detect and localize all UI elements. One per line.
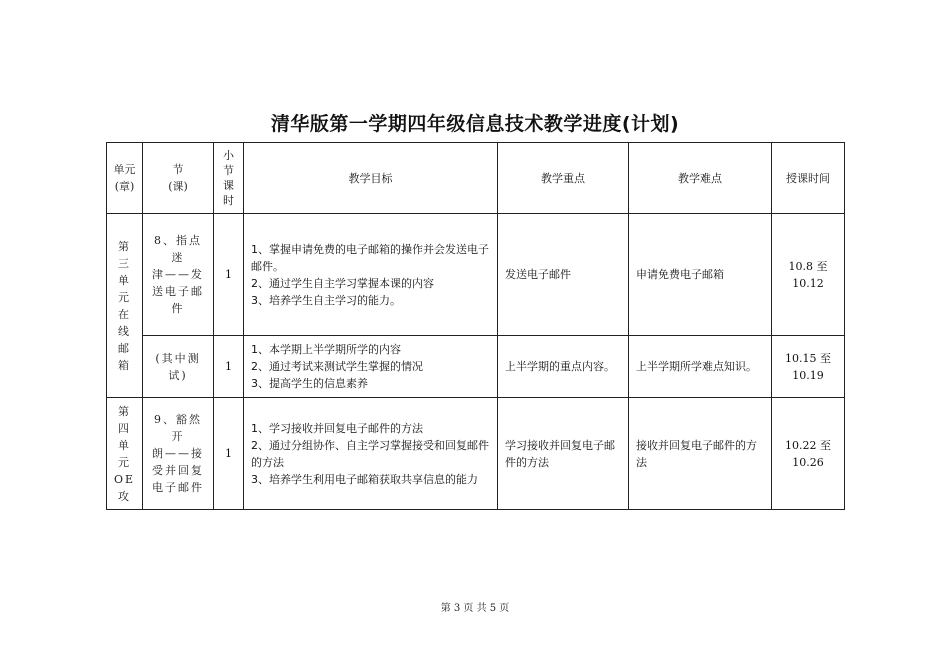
hours-cell bbox=[214, 398, 244, 510]
header-hours-label: 小 节 课 时 bbox=[223, 149, 234, 207]
hours-value: 1 bbox=[225, 447, 232, 460]
header-section-label: 节 (课) bbox=[168, 163, 188, 193]
section-name: (其中测 试) bbox=[155, 351, 201, 382]
page-title: 清华版第一学期四年级信息技术教学进度(计划) bbox=[270, 113, 680, 135]
unit-cell bbox=[107, 214, 143, 398]
time-text: 10.15 至 10.19 bbox=[785, 351, 831, 382]
header-section bbox=[143, 143, 214, 214]
section-name: 9、豁然开 朗——接 受并回复 电子邮件 bbox=[152, 413, 204, 494]
goal-item: 2、通过学生自主学习掌握本课的内容 bbox=[251, 276, 434, 290]
goal-item: 3、培养学生利用电子邮箱获取共享信息的能力 bbox=[251, 472, 478, 486]
hours-value: 1 bbox=[225, 268, 232, 281]
time-cell bbox=[772, 214, 845, 336]
goals-cell bbox=[244, 398, 498, 510]
header-unit-label: 单元 (章) bbox=[113, 163, 136, 193]
key-point-cell bbox=[498, 214, 629, 336]
hours-cell bbox=[214, 214, 244, 336]
header-goals-label: 教学目标 bbox=[348, 171, 393, 185]
section-cell bbox=[143, 398, 214, 510]
header-key bbox=[498, 143, 629, 214]
key-point-text: 学习接收并回复电子邮件的方法 bbox=[505, 438, 615, 469]
time-text: 10.8 至 10.12 bbox=[788, 259, 828, 290]
hours-cell bbox=[214, 336, 244, 398]
unit-name: 第三 单元 在线 邮箱 bbox=[118, 239, 131, 372]
goal-item: 2、通过分组协作、自主学习掌握接受和回复邮件的方法 bbox=[251, 438, 489, 469]
difficulty-text: 接收并回复电子邮件的方法 bbox=[636, 438, 757, 469]
header-difficulty-label: 教学难点 bbox=[678, 171, 722, 185]
header-key-label: 教学重点 bbox=[541, 171, 585, 185]
time-cell bbox=[772, 336, 845, 398]
goals-cell bbox=[244, 214, 498, 336]
goal-item: 3、培养学生自主学习的能力。 bbox=[251, 293, 401, 307]
time-text: 10.22 至 10.26 bbox=[785, 438, 831, 469]
goal-item: 1、本学期上半学期所学的内容 bbox=[251, 343, 401, 356]
header-time-label: 授课时间 bbox=[786, 171, 830, 185]
difficulty-text: 上半学期所学难点知识。 bbox=[636, 360, 757, 373]
goal-item: 3、提高学生的信息素养 bbox=[251, 377, 368, 390]
goals-cell bbox=[244, 336, 498, 398]
key-point-cell bbox=[498, 336, 629, 398]
unit-cell bbox=[107, 398, 143, 510]
section-cell bbox=[143, 214, 214, 336]
time-cell bbox=[772, 398, 845, 510]
header-unit bbox=[107, 143, 143, 214]
table-row bbox=[107, 336, 845, 398]
teaching-schedule-table bbox=[106, 142, 845, 510]
table-header-row bbox=[107, 143, 845, 214]
hours-value: 1 bbox=[225, 360, 232, 373]
table-row bbox=[107, 214, 845, 336]
goal-item: 1、学习接收并回复电子邮件的方法 bbox=[251, 421, 423, 435]
goal-item: 1、掌握申请免费的电子邮箱的操作并会发送电子邮件。 bbox=[251, 242, 489, 273]
header-goals bbox=[244, 143, 498, 214]
difficulty-cell bbox=[629, 214, 772, 336]
section-name: 8、指点迷 津——发 送电子邮 件 bbox=[152, 234, 204, 315]
header-difficulty bbox=[629, 143, 772, 214]
table-row bbox=[107, 398, 845, 510]
section-cell bbox=[143, 336, 214, 398]
key-point-cell bbox=[498, 398, 629, 510]
key-point-text: 发送电子邮件 bbox=[505, 268, 571, 281]
page-footer: 第 3 页 共 5 页 bbox=[440, 603, 510, 614]
difficulty-cell bbox=[629, 398, 772, 510]
difficulty-cell bbox=[629, 336, 772, 398]
header-hours bbox=[214, 143, 244, 214]
difficulty-text: 申请免费电子邮箱 bbox=[636, 268, 724, 281]
goal-item: 2、通过考试来测试学生掌握的情况 bbox=[251, 360, 423, 373]
unit-name: 第四 单元 OE 攻 bbox=[113, 404, 136, 503]
header-time bbox=[772, 143, 845, 214]
key-point-text: 上半学期的重点内容。 bbox=[505, 360, 615, 373]
